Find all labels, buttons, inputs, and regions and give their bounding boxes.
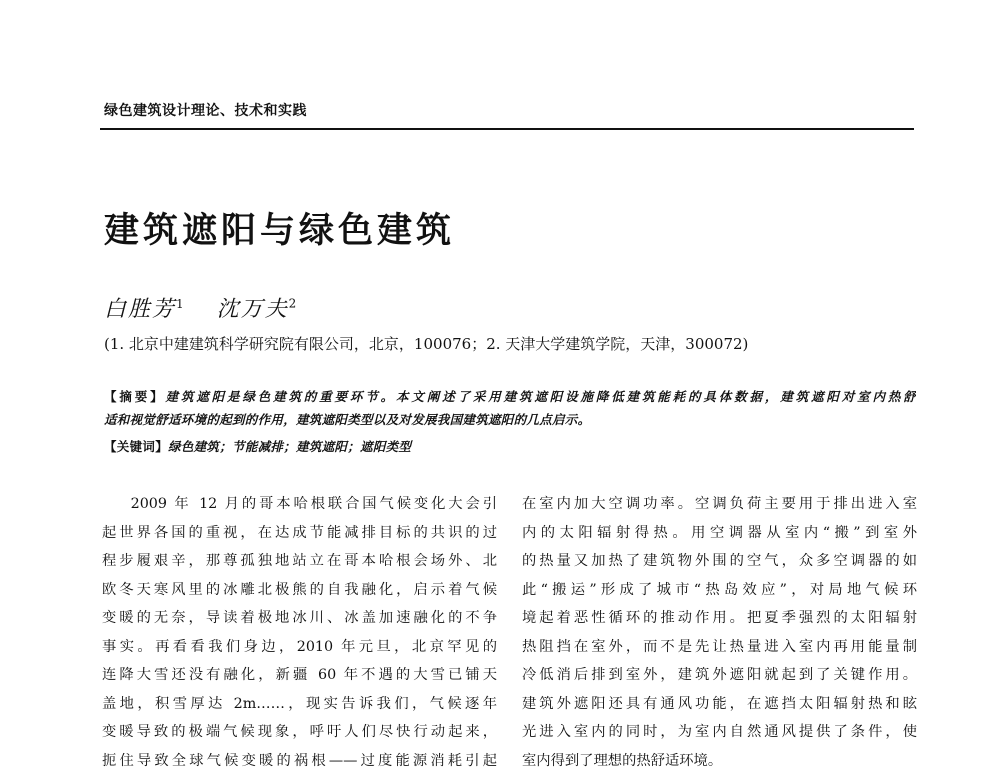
body-line: 连降大雪还没有融化，新疆 60 年不遇的大雪已铺天 [102, 661, 497, 690]
author-name: 白胜芳 [104, 297, 176, 322]
running-header: 绿色建筑设计理论、技术和实践 [104, 100, 307, 120]
body-line: 变暖的无奈，导读着极地冰川、冰盖加速融化的不争 [102, 604, 497, 633]
abstract-label: 【摘要】 [104, 389, 165, 404]
body-line: 室内得到了理想的热舒适环境。 [522, 747, 917, 775]
abstract-text: 建筑遮阳是绿色建筑的重要环节。本文阐述了采用建筑遮阳设施降低建筑能耗的具体数据，建筑遮阳对室内热舒 [165, 389, 916, 404]
abstract [104, 385, 916, 431]
body-line: 盖地，积雪厚达 2m……，现实告诉我们，气候逐年 [102, 690, 497, 719]
body-line: 程步履艰辛，那尊孤独地站立在哥本哈根会场外、北 [102, 547, 497, 576]
abstract-line [104, 385, 916, 408]
body-line: 此“搬运”形成了城市“热岛效应”，对局地气候环 [522, 576, 917, 605]
author-affiliation-mark: 2 [289, 297, 299, 311]
body-column-left [102, 490, 497, 775]
body-line: 冷低消后排到室外，建筑外遮阳就起到了关键作用。 [522, 661, 917, 690]
body-line: 光进入室内的同时，为室内自然通风提供了条件，使 [522, 718, 917, 747]
body-line: 起世界各国的重视，在达成节能减排目标的共识的过 [102, 519, 497, 548]
paper-title: 建筑遮阳与绿色建筑 [104, 203, 455, 253]
abstract-line: 适和视觉舒适环境的起到的作用，建筑遮阳类型以及对发展我国建筑遮阳的几点启示。 [104, 408, 916, 431]
body-line: 扼住导致全球气候变暖的祸根——过度能源消耗引起 [102, 747, 497, 775]
body-line: 事实。再看看我们身边，2010 年元旦，北京罕见的 [102, 633, 497, 662]
body-line: 2009 年 12 月的哥本哈根联合国气候变化大会引 [102, 490, 497, 519]
header-rule [100, 128, 914, 130]
body-line: 在室内加大空调功率。空调负荷主要用于排出进入室 [522, 490, 917, 519]
authors [104, 292, 298, 323]
affiliation: (1. 北京中建建筑科学研究院有限公司，北京，100076；2. 天津大学建筑学院，天津，300072) [104, 333, 748, 354]
body-line: 变暖导致的极端气候现象，呼吁人们尽快行动起来， [102, 718, 497, 747]
body-column-right [522, 490, 917, 775]
keywords-label: 【关键词】 [104, 439, 168, 454]
body-line: 欧冬天寒风里的冰雕北极熊的自我融化，启示着气候 [102, 576, 497, 605]
body-line: 内的太阳辐射得热。用空调器从室内“搬”到室外 [522, 519, 917, 548]
keywords-text: 绿色建筑；节能减排；建筑遮阳；遮阳类型 [168, 439, 411, 454]
author-name: 沈万夫 [217, 297, 289, 322]
body-line: 热阻挡在室外，而不是先让热量进入室内再用能量制 [522, 633, 917, 662]
body-line: 境起着恶性循环的推动作用。把夏季强烈的太阳辐射 [522, 604, 917, 633]
keywords [104, 437, 411, 455]
body-line: 建筑外遮阳还具有通风功能，在遮挡太阳辐射热和眩 [522, 690, 917, 719]
body-line: 的热量又加热了建筑物外围的空气，众多空调器的如 [522, 547, 917, 576]
author-affiliation-mark: 1 [176, 297, 186, 311]
